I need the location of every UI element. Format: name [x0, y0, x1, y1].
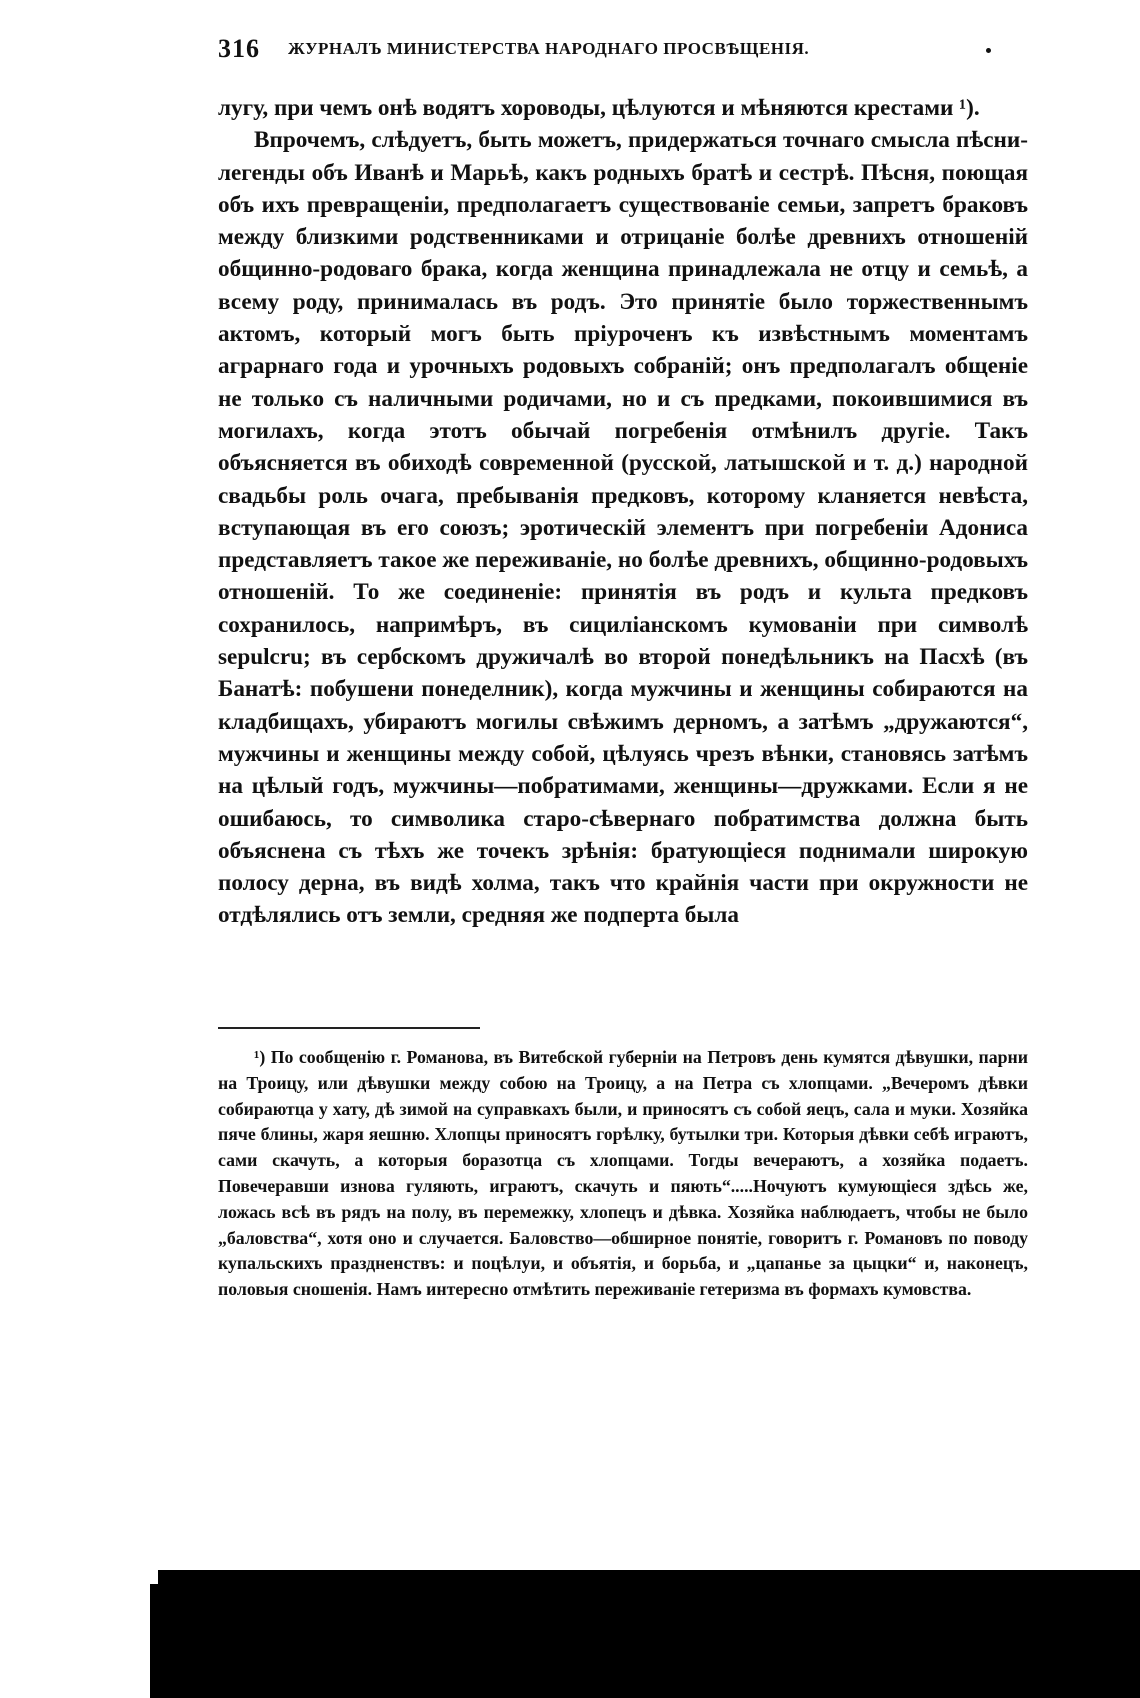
main-text [218, 92, 1028, 932]
footnote [218, 1045, 1028, 1303]
footnote-text: ¹) По сообщенію г. Романова, въ Витебской губерніи на Петровъ день кумятся дѣвушки, парни на Троицу, или дѣвушки между собою на Троицу, а на Петра съ хлопцами. „Вечеромъ дѣвки собираютца у хату, дѣ зимой на суправкахъ были, и приносятъ съ собой яецъ, сала и муки. Хозяйка пяче блины, жаря яешню. Хлопцы приносятъ горѣлку, бутылки три. Которыя дѣвки себѣ играютъ, сами скачуть, а которыя боразотца съ хлопцами. Тогды вечераютъ, а хозяйка подаетъ. Повечеравши изнова гуляють, играютъ, скачуть и пяють“.....Ночуютъ кумующіеся здѣсь же, ложась всѣ въ рядъ на полу, въ перемежку, хлопецъ и дѣвка. Хозяйка наблюдаетъ, чтобы не было „баловства“, хотя оно и случается. Баловство—обширное понятіе, говоритъ г. Романовъ по поводу купальскихъ праздненствъ: и поцѣлуи, и объятія, и борьба, и „цапанье за цыцки“ и, наконецъ, половыя сношенія. Намъ интересно отмѣтить переживаніе гетеризма въ формахъ кумовства. [218, 1047, 1028, 1300]
page-number: 316 [218, 34, 260, 63]
footnote-divider [218, 1027, 480, 1029]
running-title: ЖУРНАЛЪ МИНИСТЕРСТВА НАРОДНАГО ПРОСВѢЩЕНІЯ. [288, 39, 810, 58]
running-header [218, 34, 1028, 74]
scan-border-black-area [158, 1570, 1140, 1698]
paragraph: Впрочемъ, слѣдуетъ, быть можетъ, придержаться точнаго смысла пѣсни-легенды объ Иванѣ и Марьѣ, какъ родныхъ братѣ и сестрѣ. Пѣсня, поющая объ ихъ превращеніи, предполагаетъ существованіе семьи, запретъ браковъ между близкими родственниками и отрицаніе болѣе древнихъ отношеній общинно-родоваго брака, когда женщина принадлежала не отцу и семьѣ, а всему роду, принималась въ родъ. Это принятіе было торжественнымъ актомъ, который могъ быть пріуроченъ къ извѣстнымъ моментамъ аграрнаго года и урочныхъ родовыхъ собраній; онъ предполагалъ общеніе не только съ наличными родичами, но и съ предками, покоившимися въ могилахъ, когда этотъ обычай погребенія отмѣнилъ другіе. Такъ объясняется въ обиходѣ современной (русской, латышской и т. д.) народной свадьбы роль очага, пребыванія предковъ, которому кланяется невѣста, вступающая въ его союзъ; эротическій элементъ при погребеніи Адониса представляетъ такое же переживаніе, но болѣе древнихъ, общинно-родовыхъ отношеній. То же соединеніе: принятія въ родъ и культа предковъ сохранилось, напримѣръ, въ сициліанскомъ кумованіи при символѣ sepulcru; въ сербскомъ дружичалѣ во второй понедѣльникъ на Пасхѣ (въ Банатѣ: побушени понеделник), когда мужчины и женщины собираются на кладбищахъ, убираютъ могилы свѣжимъ дерномъ, а затѣмъ „дружаются“, мужчины и женщины между собой, цѣлуясь чрезъ вѣнки, становясь затѣмъ на цѣлый годъ, мужчины—побратимами, женщины—дружками. Если я не ошибаюсь, то символика старо-сѣвернаго побратимства должна быть объяснена съ тѣхъ же точекъ зрѣнія: братующіеся поднимали широкую полосу дерна, въ видѣ холма, такъ что крайнія части при окружности не отдѣлялись отъ земли, средняя же подперта была [218, 127, 1028, 929]
ink-dot [986, 48, 991, 53]
paragraph-continuation: лугу, при чемъ онѣ водятъ хороводы, цѣлуются и мѣняются крестами ¹). [218, 95, 980, 121]
